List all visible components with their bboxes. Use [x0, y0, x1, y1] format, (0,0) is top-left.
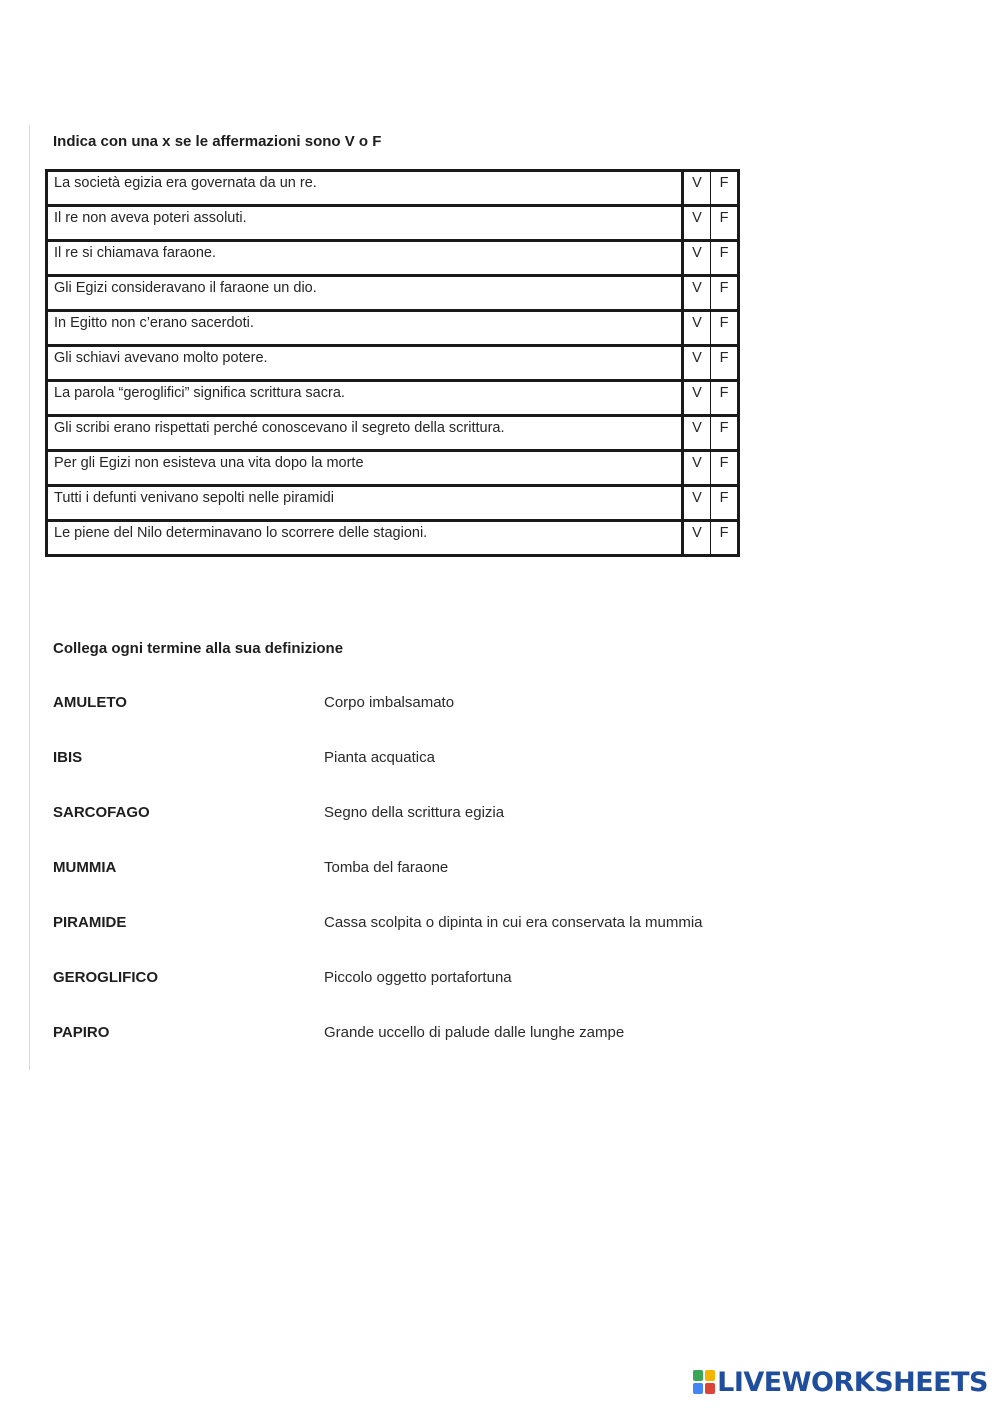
matching-list	[53, 694, 753, 1079]
term-label[interactable]: IBIS	[53, 749, 83, 766]
statement-text: La parola “geroglifici” significa scrittura sacra.	[47, 381, 683, 416]
false-option[interactable]: F	[711, 311, 739, 346]
term-label[interactable]: MUMMIA	[53, 859, 117, 876]
matching-title: Collega ogni termine alla sua definizione	[53, 640, 344, 657]
definition-label[interactable]: Tomba del faraone	[324, 859, 449, 876]
statement-text: Gli schiavi avevano molto potere.	[47, 346, 683, 381]
liveworksheets-mark-icon	[693, 1370, 715, 1394]
definition-label[interactable]: Cassa scolpita o dipinta in cui era conservata la mummia	[324, 914, 703, 931]
statement-row	[47, 416, 739, 451]
statement-row	[47, 521, 739, 556]
true-option[interactable]: V	[683, 416, 711, 451]
brand-name: LIVEWORKSHEETS	[717, 1366, 988, 1398]
statement-row	[47, 206, 739, 241]
false-option[interactable]: F	[711, 346, 739, 381]
true-option[interactable]: V	[683, 346, 711, 381]
margin-rule	[29, 125, 30, 1070]
true-option[interactable]: V	[683, 241, 711, 276]
statement-row	[47, 451, 739, 486]
statement-row	[47, 171, 739, 206]
false-option[interactable]: F	[711, 416, 739, 451]
term-label[interactable]: SARCOFAGO	[53, 804, 150, 821]
term-label[interactable]: PIRAMIDE	[53, 914, 127, 931]
statement-row	[47, 486, 739, 521]
false-option[interactable]: F	[711, 276, 739, 311]
statement-row	[47, 346, 739, 381]
true-option[interactable]: V	[683, 451, 711, 486]
statement-text: Gli scribi erano rispettati perché conoscevano il segreto della scrittura.	[47, 416, 683, 451]
true-option[interactable]: V	[683, 276, 711, 311]
statement-text: Il re non aveva poteri assoluti.	[47, 206, 683, 241]
true-option[interactable]: V	[683, 206, 711, 241]
true-option[interactable]: V	[683, 381, 711, 416]
matching-row	[53, 859, 753, 914]
matching-row	[53, 804, 753, 859]
false-option[interactable]: F	[711, 241, 739, 276]
statement-text: Le piene del Nilo determinavano lo scorrere delle stagioni.	[47, 521, 683, 556]
statement-text: Il re si chiamava faraone.	[47, 241, 683, 276]
true-false-table	[45, 169, 740, 557]
term-label[interactable]: PAPIRO	[53, 1024, 110, 1041]
false-option[interactable]: F	[711, 171, 739, 206]
false-option[interactable]: F	[711, 206, 739, 241]
definition-label[interactable]: Grande uccello di palude dalle lunghe zampe	[324, 1024, 625, 1041]
true-false-title: Indica con una x se le affermazioni sono V o F	[53, 133, 382, 150]
false-option[interactable]: F	[711, 451, 739, 486]
false-option[interactable]: F	[711, 486, 739, 521]
statement-text: La società egizia era governata da un re.	[47, 171, 683, 206]
definition-label[interactable]: Segno della scrittura egizia	[324, 804, 505, 821]
definition-label[interactable]: Corpo imbalsamato	[324, 694, 455, 711]
definition-label[interactable]: Piccolo oggetto portafortuna	[324, 969, 512, 986]
statement-row	[47, 311, 739, 346]
true-option[interactable]: V	[683, 171, 711, 206]
statement-text: Tutti i defunti venivano sepolti nelle piramidi	[47, 486, 683, 521]
term-label[interactable]: GEROGLIFICO	[53, 969, 158, 986]
true-option[interactable]: V	[683, 521, 711, 556]
matching-row	[53, 969, 753, 1024]
false-option[interactable]: F	[711, 381, 739, 416]
statement-row	[47, 276, 739, 311]
false-option[interactable]: F	[711, 521, 739, 556]
statement-text: Per gli Egizi non esisteva una vita dopo la morte	[47, 451, 683, 486]
statement-row	[47, 381, 739, 416]
true-option[interactable]: V	[683, 486, 711, 521]
statement-row	[47, 241, 739, 276]
definition-label[interactable]: Pianta acquatica	[324, 749, 435, 766]
matching-row	[53, 1024, 753, 1079]
term-label[interactable]: AMULETO	[53, 694, 127, 711]
matching-row	[53, 914, 753, 969]
matching-row	[53, 694, 753, 749]
true-option[interactable]: V	[683, 311, 711, 346]
statement-text: In Egitto non c’erano sacerdoti.	[47, 311, 683, 346]
statement-text: Gli Egizi consideravano il faraone un dio.	[47, 276, 683, 311]
matching-row	[53, 749, 753, 804]
liveworksheets-logo	[693, 1364, 988, 1400]
